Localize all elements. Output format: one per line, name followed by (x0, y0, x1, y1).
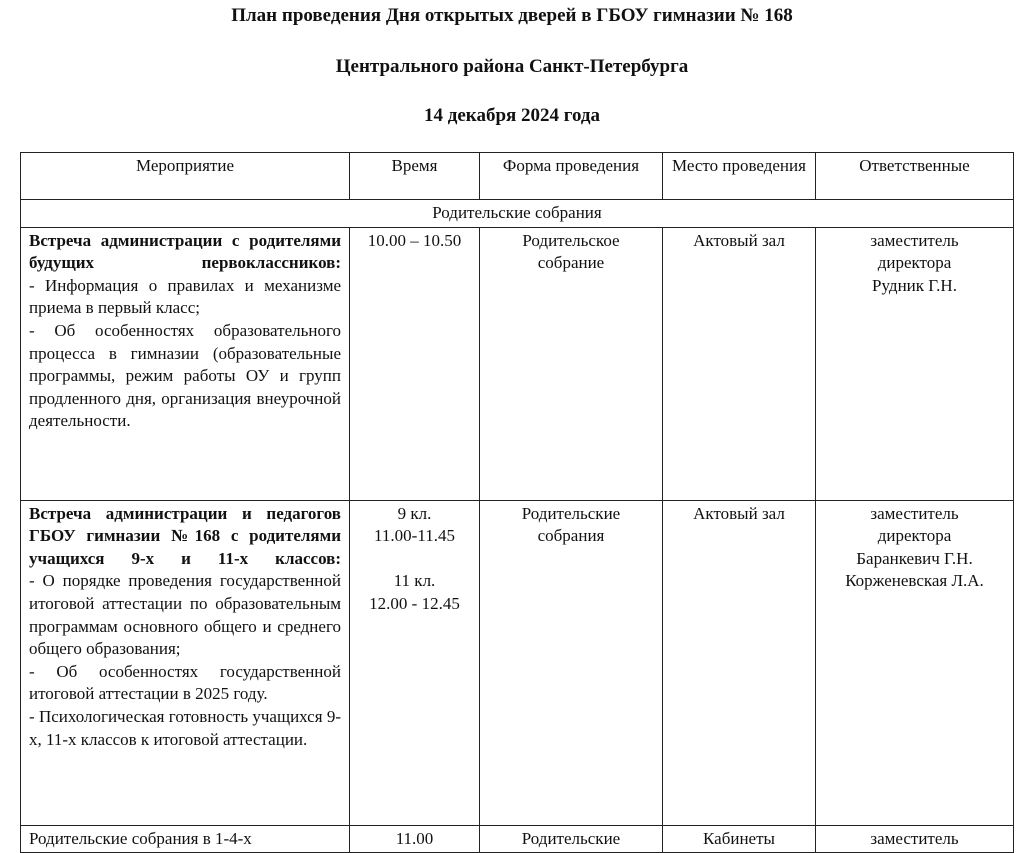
responsible-name: Корженевская Л.А. (845, 571, 984, 591)
responsible-name: Рудник Г.Н. (872, 275, 957, 295)
document-subtitle: Центрального района Санкт-Петербурга (335, 56, 689, 77)
event-item: - Об особенностях образовательного процесса в гимназии (образовательные программы, режим работы ОУ и групп продленного дня, организация внеурочной деятельности. (29, 320, 341, 431)
event-item: - Информация о правилах и механизме приема в первый класс; (29, 275, 341, 318)
header-form: Форма проведения (480, 153, 663, 200)
responsible-name: Баранкевич Г.Н. (856, 548, 973, 568)
place-cell: Актовый зал (663, 500, 816, 825)
responsible-line: заместитель (870, 230, 959, 250)
document-date: 14 декабря 2024 года (423, 105, 601, 126)
responsible-line: заместитель (870, 503, 959, 523)
schedule-table (20, 152, 1014, 853)
table-header-row (21, 153, 1014, 200)
table-row (21, 825, 1014, 853)
table-row (21, 500, 1014, 825)
table-row (21, 227, 1014, 500)
header-event: Мероприятие (21, 153, 350, 200)
place-cell: Актовый зал (663, 227, 816, 500)
responsible-cell (816, 227, 1014, 500)
responsible-line: директора (877, 526, 952, 546)
form-cell: Родительские собрания (480, 500, 663, 825)
document-title: План проведения Дня открытых дверей в ГБОУ гимназии № 168 (231, 5, 793, 26)
time-value: 12.00 - 12.45 (369, 593, 460, 613)
event-cell (21, 227, 350, 500)
time-cell: 10.00 – 10.50 (350, 227, 480, 500)
header-place: Место проведения (663, 153, 816, 200)
header-responsible: Ответственные (816, 153, 1014, 200)
event-title: Встреча администрации с родителями будущих первоклассников: (29, 230, 341, 273)
responsible-cell: заместитель (816, 825, 1014, 853)
time-cell: 11.00 (350, 825, 480, 853)
event-cell (21, 500, 350, 825)
time-cell (350, 500, 480, 825)
responsible-line: директора (877, 253, 952, 273)
time-grade: 11 кл. (393, 571, 436, 591)
section-row (21, 200, 1014, 228)
time-grade: 9 кл. (397, 503, 432, 523)
event-item: - Об особенностях государственной итоговой аттестации в 2025 году. (29, 661, 341, 704)
event-item: - О порядке проведения государственной итоговой аттестации по образовательным программам основного общего и среднего общего образования; (29, 571, 341, 659)
event-item: - Психологическая готовность учащихся 9-х, 11-х классов к итоговой аттестации. (29, 706, 341, 749)
responsible-cell (816, 500, 1014, 825)
event-cell: Родительские собрания в 1-4-х (21, 825, 350, 853)
form-cell: Родительские (480, 825, 663, 853)
time-value: 11.00-11.45 (374, 526, 455, 546)
place-cell: Кабинеты (663, 825, 816, 853)
form-cell: Родительское собрание (480, 227, 663, 500)
header-time: Время (350, 153, 480, 200)
spacer (358, 548, 471, 571)
section-title: Родительские собрания (21, 200, 1014, 228)
event-title: Встреча администрации и педагогов ГБОУ гимназии №168 с родителями учащихся 9-х и 11-х классов: (29, 503, 341, 568)
